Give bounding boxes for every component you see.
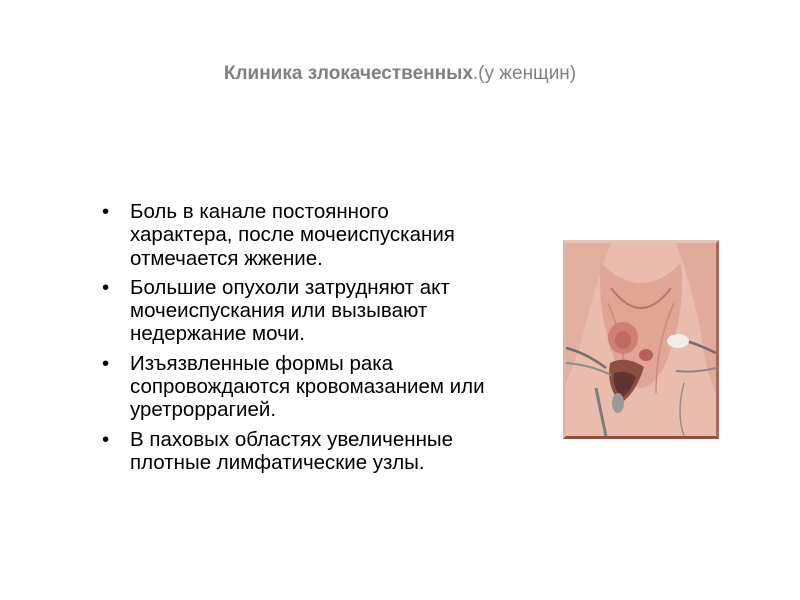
bullet-text-line: В паховых областях увеличенные <box>130 427 454 451</box>
bullet-item <box>102 428 557 475</box>
clinical-illustration <box>563 240 719 439</box>
bullet-text-line: Большие опухоли затрудняют акт <box>130 275 450 299</box>
slide-title-rest: .(у женщин) <box>472 63 577 84</box>
clinical-illustration-drawing <box>566 243 716 436</box>
bullet-text-line: недержание мочи. <box>130 322 305 346</box>
bullet-text-line: Боль в канале постоянного <box>130 200 389 223</box>
bullet-item <box>102 200 557 270</box>
bullet-item <box>102 352 557 422</box>
slide-title <box>0 63 800 85</box>
bullet-text-line: уретроррагией. <box>130 398 277 422</box>
bullet-icon: • <box>102 275 110 299</box>
bullet-list <box>102 200 557 480</box>
bullet-icon: • <box>102 427 110 451</box>
bullet-icon: • <box>102 351 110 375</box>
bullet-text-line: характера, после мочеиспускания <box>130 223 455 247</box>
bullet-item <box>102 276 557 346</box>
bullet-text-line: Изъязвленные формы рака <box>130 351 394 375</box>
bullet-text-line: плотные лимфатические узлы. <box>130 450 425 474</box>
bullet-text-line: сопровождаются кровомазанием или <box>130 375 485 399</box>
bullet-text-line: мочеиспускания или вызывают <box>130 299 428 323</box>
bullet-icon: • <box>102 200 110 223</box>
bullet-text-line: отмечается жжение. <box>130 246 323 270</box>
slide-title-bold: Клиника злокачественных <box>223 63 473 84</box>
